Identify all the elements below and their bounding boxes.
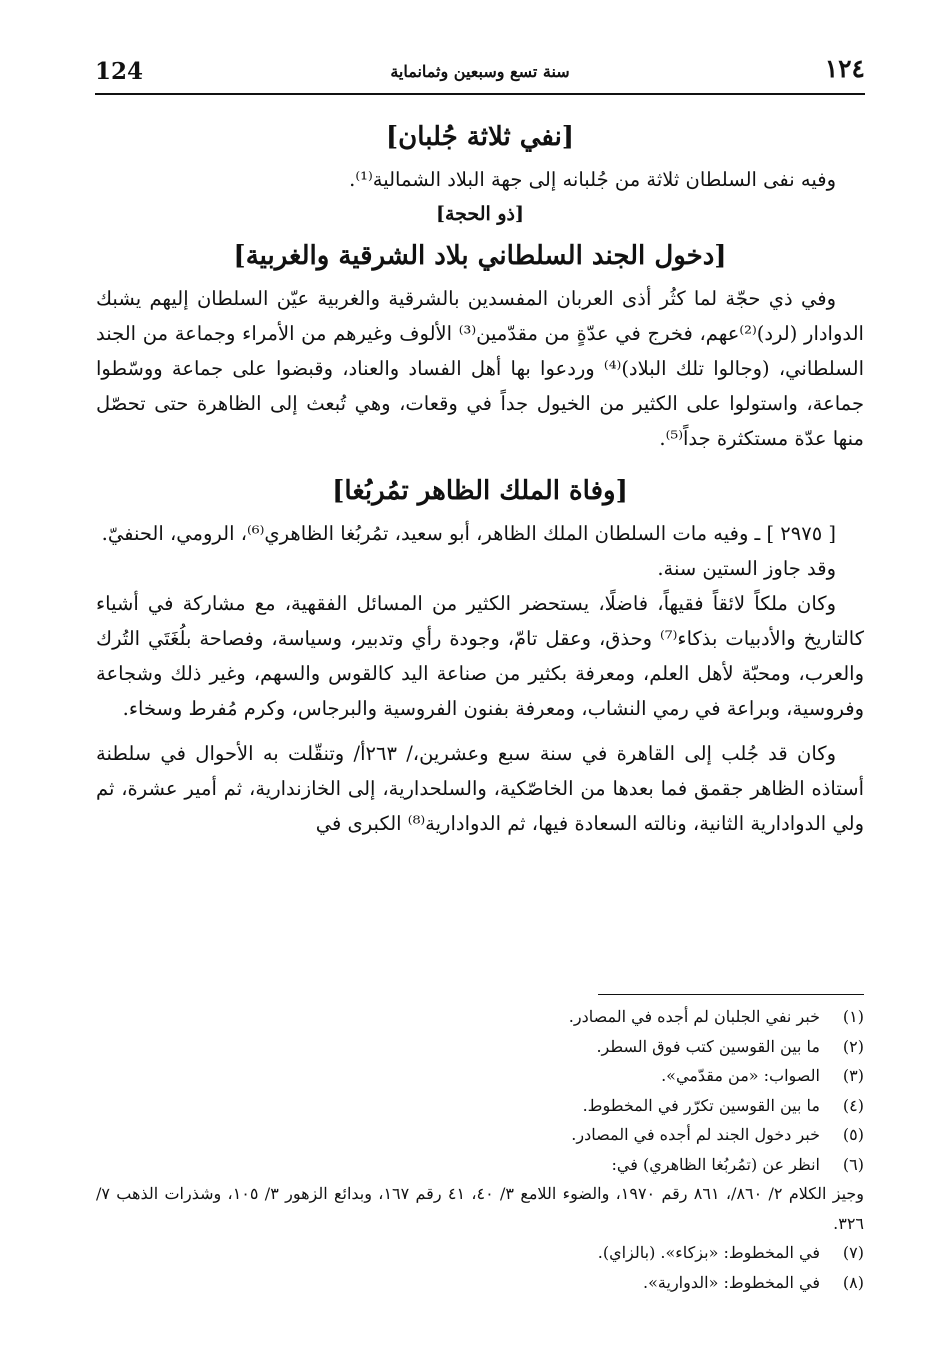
paragraph-career: وكان قد جُلب إلى القاهرة في سنة سبع وعشرين،/ ٢٦٣أ/ وتنقّلت به الأحوال في سلطنة أستاذه الظاهر جقمق فما بعدها من الخاصّكية، والسلحدارية، إلى الخازندارية، ثم أمير عشرة، ثم ولي الدوادارية الثانية، ونالته السعادة فيها، ثم الدوادارية⁽⁸⁾ الكبرى في [96,742,864,835]
footnote-text: خبر نفي الجلبان لم أجده في المصادر. [568,1007,820,1026]
header-rule [95,93,865,95]
paragraph-age: وقد جاوز الستين سنة. [657,557,836,580]
footnote [96,1091,864,1121]
footnote [96,1268,864,1298]
footnote [96,1238,864,1268]
footnote-text: ما بين القوسين تكرّر في المخطوط. [582,1095,820,1115]
paragraph-exile: وفيه نفى السلطان ثلاثة من جُلبانه إلى جهة البلاد الشمالية⁽¹⁾. [349,168,836,191]
footnote-text: الصواب: «من مقدّمي». [661,1066,820,1085]
footnote-text: ما بين القوسين كتب فوق السطر. [596,1036,820,1056]
paragraph-army: وفي ذي حجّة لما كثُر أذى العربان المفسدين بالشرقية والغربية عيّن السلطان إليهم يشبك الدوادار (لرد)⁽²⁾عهم، فخرج في عدّةٍ من مقدّمين⁽³⁾ الألوف وغيرهم من الأمراء وجماعة من الجند السلطاني، (وجالوا تلك البلاد)⁽⁴⁾ وردعوا بها أهل الفساد والعناد، وقبضوا على جماعة ووسّطوا جماعة، واستولوا على الكثير من الخيول جداً في وقعات، وهي تُبعث إلى الظاهرة حتى تحصّل منها عدّة مستكثرة جداً⁽⁵⁾. [96,287,864,450]
page-number-arabic: ١٢٤ [824,54,865,83]
footnotes [96,1002,864,1297]
footnote-text: خبر دخول الجند لم أجده في المصادر. [571,1125,820,1144]
footnote [96,1032,864,1062]
page-header [95,52,865,92]
footnote-text: انظر عن (تمُربُغا الظاهري) في: [611,1154,820,1174]
footnote-number: (٢) [842,1036,864,1056]
page-number-latin: 124 [95,58,144,85]
month-heading: [ذو الحجة] [435,203,524,225]
footnote-continuation: وجيز الكلام ٢/ ٨٦٠/، ٨٦١ رقم ١٩٧٠، والضوء اللامع ٣/ ٤٠، ٤١ رقم ١٦٧، وبدائع الزهور ٣/ ١٠٥، وشذرات الذهب ٧/ ٣٢٦. [96,1184,865,1233]
heading-army: [دخول الجند السلطاني بلاد الشرقية والغربية] [233,241,727,271]
footnote-number: (٣) [842,1066,864,1085]
main-text [96,112,864,841]
footnote-number: (٦) [842,1154,864,1174]
footnote [96,1002,864,1032]
footnote [96,1120,864,1150]
paragraph-entry: [ ٢٩٧٥ ] ـ وفيه مات السلطان الملك الظاهر، أبو سعيد، تمُربُغا الظاهري⁽⁶⁾، الرومي، الحنفيّ. [101,522,836,545]
running-title: سنة تسع وسبعين وثمانماية [390,62,570,81]
footnote-text: في المخطوط: «بزكاء». (بالزاي). [597,1243,820,1262]
footnote [96,1061,864,1091]
footnote-number: (٧) [842,1243,864,1262]
paragraph-character: وكان ملكاً لائقاً فقيهاً، فاضلًا، يستحضر الكثير من المسائل الفقهية، مع مشاركة في أشياء كالتاريخ والأدبيات بذكاء⁽⁷⁾ وحذق، وعقل تامّ، وجودة رأي وتدبير، وسياسة، وفصاحة بلُغَتَي التُرك والعرب، ومحبّة لأهل العلم، ومعرفة بكثير من صناعة اليد كالقوس والسهم، وغير ذلك وشجاعة وفروسية، وبراعة في رمي النشاب، ومعرفة بفنون الفروسية والبرجاس، وكرم مُفرط وسخاء. [96,592,864,720]
footnote-number: (٨) [842,1272,864,1292]
heading-death: [وفاة الملك الظاهر تمُربُغا] [332,476,628,506]
footnote-number: (٤) [842,1095,864,1115]
heading-exile: [نفي ثلاثة جُلبان] [385,122,575,152]
footnote-number: (٥) [842,1125,864,1144]
footnote-text: في المخطوط: «الدوارية». [643,1272,820,1292]
footnote [96,1150,864,1180]
footnote-rule [598,994,864,995]
footnote-number: (١) [842,1007,864,1026]
